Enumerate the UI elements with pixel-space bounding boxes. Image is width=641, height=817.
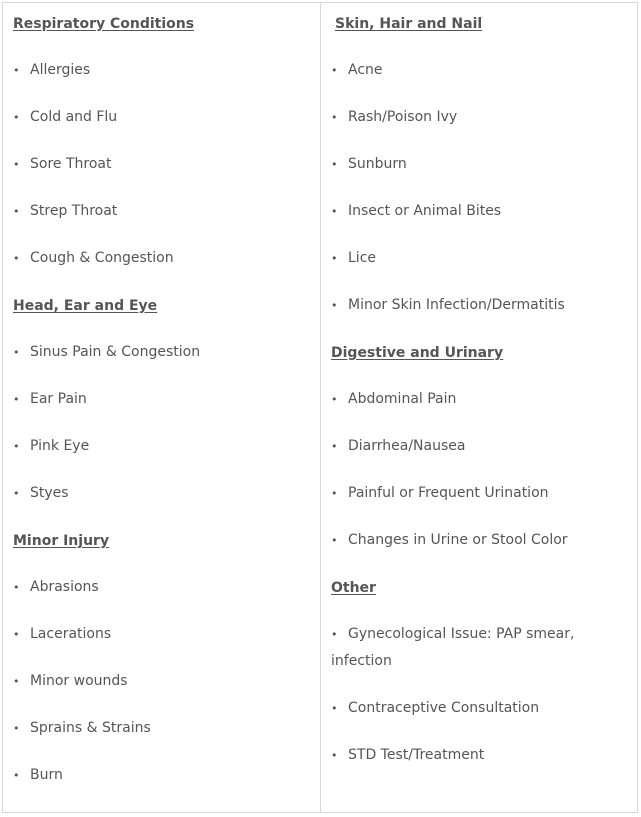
list-item: • Acne [331, 62, 383, 78]
section-heading-digestive-urinary: Digestive and Urinary [331, 345, 504, 361]
list-item: • Abdominal Pain [331, 391, 457, 407]
list-item: • Gynecological Issue: PAP smear, infection [331, 626, 575, 669]
list-item: • Abrasions [13, 579, 99, 595]
conditions-table [2, 2, 638, 813]
list-item: • Lacerations [13, 626, 112, 642]
list-item: • Contraceptive Consultation [331, 700, 540, 716]
list-item: • Rash/Poison Ivy [331, 109, 458, 125]
section-heading-skin-hair-nail: Skin, Hair and Nail [335, 16, 483, 32]
list-item: • Sinus Pain & Congestion [13, 344, 201, 360]
list-item: • Cough & Congestion [13, 250, 174, 266]
list-item: • Minor wounds [13, 673, 128, 689]
list-item: • Styes [13, 485, 69, 501]
list-item: • Diarrhea/Nausea [331, 438, 466, 454]
list-item: • Minor Skin Infection/Dermatitis [331, 297, 565, 313]
list-item: • Insect or Animal Bites [331, 203, 502, 219]
list-item: • Lice [331, 250, 376, 266]
list-item: • Pink Eye [13, 438, 90, 454]
list-item: • Burn [13, 767, 63, 783]
section-heading-other: Other [331, 580, 376, 596]
list-item: • Strep Throat [13, 203, 118, 219]
section-heading-minor-injury: Minor Injury [13, 533, 110, 549]
left-column [3, 3, 321, 812]
list-item: • Sore Throat [13, 156, 112, 172]
list-item: • Cold and Flu [13, 109, 118, 125]
list-item: • Sprains & Strains [13, 720, 151, 736]
right-column [321, 3, 637, 812]
list-item: • Allergies [13, 62, 91, 78]
list-item: • STD Test/Treatment [331, 747, 485, 763]
list-item: • Sunburn [331, 156, 407, 172]
list-item: • Changes in Urine or Stool Color [331, 532, 568, 548]
list-item: • Painful or Frequent Urination [331, 485, 549, 501]
section-heading-head-ear-eye: Head, Ear and Eye [13, 298, 158, 314]
section-heading-respiratory: Respiratory Conditions [13, 16, 195, 32]
list-item: • Ear Pain [13, 391, 87, 407]
